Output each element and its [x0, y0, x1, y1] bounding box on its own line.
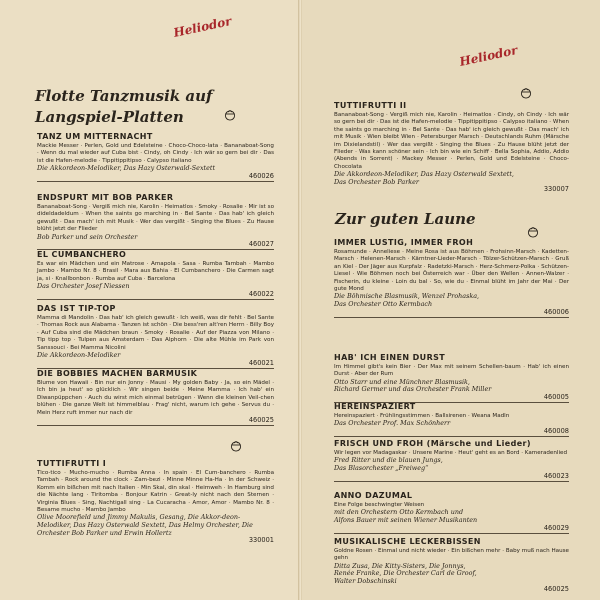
- catalog-number: 460021: [248, 358, 274, 367]
- catalog-number: 460005: [543, 393, 569, 401]
- left-heading: [35, 86, 212, 128]
- album-performers: Ditta Zusa, Die Kitty-Sisters, Die Jonnys,: [334, 561, 466, 570]
- album-performers: Walter Dobschinski: [334, 577, 397, 585]
- album-tracklist: Bananaboat-Song · Vergiß mich nie, Karolin · Heimatlos · Cindy, oh Cindy · Ich wär so gern bei dir · Das ist die Hafen-melodie · Tippitippitipso · Calypso italiano · When the saints go marching in · Bel Sante · Das hab' ich gleich gewußt · Das mach' ich mit Musik · Wien bleibt Wien · Petersburger Marsch · Deutschlands Ruhm (Märsche im Dixielandstil) · Wer das vergißt · Singing the Blues · Zu Hause blüht jetzt der Flieder · Was kann schöner sein · Ich bin wie ein Schiff · Bella Sophia, Addio, Addio (Abends in Sorrent) · Mackey Messer · Perlen, Gold und Edelsteine · Choco-Chocolata: [334, 112, 569, 170]
- divider: [334, 436, 569, 437]
- album-performers: Die Böhmische Blasmusik, Wenzel Prohaska,: [334, 292, 480, 301]
- album-tracklist: Rosamunde · Anneliese · Meine Rosa ist aus Böhmen · Frohsinn-Marsch · Kadetten-Marsch · Helenen-Marsch · Kärntner-Lieder-Marsch · Tölzer-Schützen-Marsch · Gruß an Kiel · Der Jäger aus Kurpfalz · Radetzki-Marsch · Herz-Schmerz-Polka · Schützen-Liesel · Wie Böhmen noch bei Österreich war · Über den Wellen · Annen-Walzer · Fischerin, du kleine · Loin du bal · So, wie du · Einmal blüht im Jahr der Mai · Der gute Mond: [334, 249, 569, 293]
- catalog-number: 460029: [543, 523, 569, 532]
- catalog-number: 330001: [248, 536, 274, 545]
- catalog-number: 460006: [543, 307, 569, 316]
- album-entry: [37, 303, 274, 369]
- album-entry: [334, 438, 569, 482]
- album-performers: Richard Germer und das Orchester Frank Miller: [334, 385, 492, 394]
- album-title: HAB' ICH EINEN DURST: [334, 353, 446, 362]
- album-entry: [334, 352, 569, 403]
- album-performers: Bob Parker und sein Orchester: [37, 232, 138, 241]
- album-entry: [334, 490, 569, 534]
- album-entry: [37, 249, 274, 300]
- catalog-number: 460023: [543, 471, 569, 480]
- album-performers: Alfons Bauer mit seinen Wiener Musikanten: [334, 516, 478, 524]
- album-title: ANNO DAZUMAL: [334, 491, 413, 500]
- album-performers: Renée Franke, Die Orchester Carl de Groof,: [334, 569, 477, 578]
- album-tracklist: Eine Folge beschwingter Weisen: [334, 502, 425, 508]
- album-entry: [37, 131, 274, 182]
- album-performers: Das Orchester Bob Parker: [334, 177, 419, 186]
- album-entry: [37, 192, 274, 250]
- album-tracklist: Bananaboat-Song · Vergiß mich nie, Karolin · Heimatlos · Smoky · Rosalie · Mir ist so dideldadeldum · When the saints go marching in · Bel Sante · Das hab' ich gleich gewußt · Das mach' ich mit Musik · Wer das vergißt · Singing the Blues · Zu Hause blüht jetzt der Flieder: [37, 204, 274, 233]
- catalog-number: 460008: [543, 427, 569, 435]
- album-performers: Olive Moorefield und Jimmy Makulis, Gesang, Die Akkor-deon-Melodiker, Das Hazy Osterwald Sextett, Das Helmy Orchester, Die Orchester Bob Parker und Erwin Hollertz: [37, 513, 253, 537]
- album-tracklist: Hereinspaziert · Frühlingsstimmen · Ballsirenen · Weana Madln: [334, 413, 510, 419]
- album-entry: [334, 237, 569, 318]
- divider: [37, 299, 274, 300]
- album-performers: Die Akkordeon-Melodiker, Das Hazy Osterwald Sextett,: [334, 170, 514, 179]
- album-title: ENDSPURT MIT BOB PARKER: [37, 193, 174, 202]
- album-title: EL CUMBANCHERO: [37, 250, 127, 259]
- catalog-number: 460025: [543, 584, 569, 593]
- album-tracklist: Wir legen vor Madagaskar · Unsere Marine · Heut' geht es an Bord · Kameradenlied: [334, 450, 568, 456]
- album-title: TANZ UM MITTERNACHT: [37, 132, 153, 141]
- catalog-number: 460027: [248, 240, 274, 249]
- left-heading-line-1: Flotte Tanzmusik auf: [35, 87, 213, 105]
- album-performers: Otto Starr und eine Münchner Blasmusik,: [334, 377, 470, 386]
- divider: [334, 317, 569, 318]
- divider: [37, 181, 274, 182]
- label-emblem-icon: [229, 441, 243, 452]
- album-title: HEREINSPAZIERT: [334, 402, 416, 411]
- album-title: DAS IST TIP-TOP: [37, 304, 116, 313]
- label-emblem-icon: [519, 88, 533, 99]
- album-entry: [37, 458, 274, 544]
- catalog-number: 460022: [248, 289, 274, 298]
- page-fold: [298, 0, 302, 600]
- album-title: TUTTIFRUTTI II: [334, 101, 407, 110]
- album-performers: Das Orchester Otto Kermbach: [334, 300, 433, 309]
- right-heading: Zur guten Laune: [335, 210, 476, 228]
- album-tracklist: Goldne Rosen · Einmal und nicht wieder · Ein bißchen mehr · Baby muß nach Hause gehn: [334, 548, 569, 562]
- album-performers: Das Blasorchester „Freiweg“: [334, 464, 429, 472]
- album-performers: Die Akkordeon-Melodiker, Das Hazy Osterwald-Sextett: [37, 164, 216, 173]
- album-entry: [334, 100, 569, 193]
- album-tracklist: Mamma di Mandolin · Das hab' ich gleich gewußt · Ich weiß, was dir fehlt · Bel Sante · Thomas Rock aus Alabama · Tanzen ist schön · Die bess'ren alt'ren Herrn · Billy Boy · Auf Cuba sind die Mädchen braun · Smoky · Rosalie · Auf der Piazza von Milano · Tip tipp top · Tulpen aus Amsterdam · Das Alphorn · Die alte Mühle im Park von Sanssouci · Bei Mamma Nicolini: [37, 315, 274, 351]
- label-emblem-icon: [223, 110, 237, 121]
- divider: [334, 481, 569, 482]
- album-title: IMMER LUSTIG, IMMER FROH: [334, 238, 474, 247]
- album-tracklist: Mackie Messer · Perlen, Gold und Edelsteine · Choco-Choco-lata · Bananaboat-Song · Wenn du mal wieder auf Cuba bist · Cindy, oh Cindy · Ich wär so gern bei dir · Das ist die Hafen-melodie · Tippitippitipso · Calypso italiano: [37, 143, 274, 164]
- divider: [37, 425, 274, 426]
- album-entry: [334, 536, 569, 593]
- album-performers: Das Orchester Josef Niessen: [37, 282, 130, 291]
- left-heading-line-2: Langspiel-Platten: [35, 108, 184, 126]
- album-performers: Fred Ritter und die blauen Jungs,: [334, 456, 443, 465]
- catalog-number: 460025: [248, 416, 274, 425]
- album-title: TUTTIFRUTTI I: [37, 459, 107, 468]
- album-tracklist: Tico-tico · Mucho-mucho · Rumba Anna · In spain · El Cum-banchero · Rumba Tambah · Rock around the clock · Zam-bezi · Minne Minne Ha-Ha · In der Schweiz · Komm ein bißchen mit nach Italien · Min Skal, din skal · Heimweh · In Hamburg sind die Nächte lang · Tiritomba · Bonjour Katrin · Great-ly nicht nach den Sternen · Virginia Blues · Sing, Nachtigall sing · La Cucaracha · Amor, Amor · Mambo Nr. 8 · Besame mucho · Mambo Jambo: [37, 470, 274, 514]
- album-tracklist: Es war ein Mädchen und ein Matrose · Amapola · Sasa · Rumba Tambah · Mambo Jambo · Mambo Nr. 8 · Brasil · Mara aus Bahia · El Cumbanchero · Die Carmen sagt ja, si · Knallbonbon · Rumba auf Cuba · Barcelona: [37, 261, 274, 282]
- album-performers: mit den Orchestern Otto Kermbach und: [334, 508, 464, 517]
- divider: [334, 533, 569, 534]
- album-entry: [334, 401, 569, 437]
- heliodor-logo: Heliodor: [458, 43, 519, 69]
- album-title: FRISCH UND FROH (Märsche und Lieder): [334, 439, 531, 448]
- album-performers: Die Akkordeon-Melodiker: [37, 351, 121, 360]
- heliodor-logo: Heliodor: [172, 14, 233, 40]
- catalog-number: 330007: [543, 185, 569, 194]
- catalog-number: 460026: [248, 171, 274, 180]
- album-title: MUSIKALISCHE LECKERBISSEN: [334, 537, 481, 546]
- album-tracklist: Blume von Hawaii · Bin nur ein Jonny · Mausi · My golden Baby · Ja, so ein Mädel · Ich bin ja heut' so glücklich · Wir singen beide · Meine Mamma · Ich hab' ein Diwanpüppchen · Auch du wirst mich einmal betrügen · Wenn die kleinen Veil-chen blühen · Die ganze Welt ist himmelblau · Frag' nicht, warum ich gehe · Servus du · Mein Herz ruft immer nur nach dir: [37, 380, 274, 416]
- album-title: DIE BOBBIES MACHEN BARMUSIK: [37, 369, 198, 378]
- album-tracklist: Im Himmel gibt's kein Bier · Der Max mit seinem Schellen-baum · Hab' ich einen Durst · Aber der Rum: [334, 364, 569, 378]
- album-entry: [37, 368, 274, 426]
- album-performers: Das Orchester Prof. Max Schönherr: [334, 419, 451, 428]
